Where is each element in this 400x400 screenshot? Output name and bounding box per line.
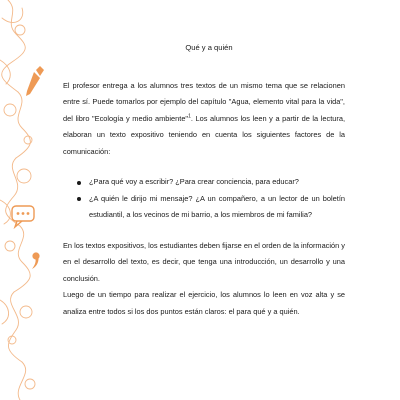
footnote-marker: 1 xyxy=(188,113,191,120)
list-item xyxy=(63,174,345,191)
bullet-list xyxy=(63,174,345,224)
list-item xyxy=(63,191,345,224)
comma-icon xyxy=(32,252,40,269)
page-title: Qué y a quién xyxy=(185,43,233,52)
pencil-icon xyxy=(26,66,44,96)
paragraph-intro-text: El profesor entrega a los alumnos tres textos de un mismo tema que se relacionen entre sí. Puede tomarlos por ejemplo del capítulo "Agua, elemento vital para la vida", del libro "Ecología y medio ambiente" xyxy=(63,80,345,123)
bullet-icon xyxy=(77,197,81,201)
list-item-text: ¿A quién le dirijo mi mensaje? ¿A un compañero, a un lector de un boletín estudiantil, a los vecinos de mi barrio, a los miembros de mi familia? xyxy=(89,193,345,219)
paragraph-closing: Luego de un tiempo para realizar el ejercicio, los alumnos lo leen en voz alta y se analiza entre todos si los dos puntos están claros: el para qué y a quién. xyxy=(63,290,345,316)
paragraph-intro xyxy=(63,78,345,161)
document-body xyxy=(63,40,345,320)
list-item-text: ¿Para qué voy a escribir? ¿Para crear conciencia, para educar? xyxy=(89,177,299,186)
bullet-icon xyxy=(77,181,81,185)
speech-bubble-icon xyxy=(12,206,34,227)
paragraph-expository: En los textos expositivos, los estudiantes deben fijarse en el orden de la información y en el desarrollo del texto, es decir, que tenga una introducción, un desarrollo y una conclusión. xyxy=(63,240,345,283)
swirl-border xyxy=(0,0,50,400)
paragraph-intro-end: . Los alumnos los leen y a partir de la lectura, elaboran un texto expositivo teniendo en cuenta los siguientes factores de la comunicación: xyxy=(63,113,345,156)
